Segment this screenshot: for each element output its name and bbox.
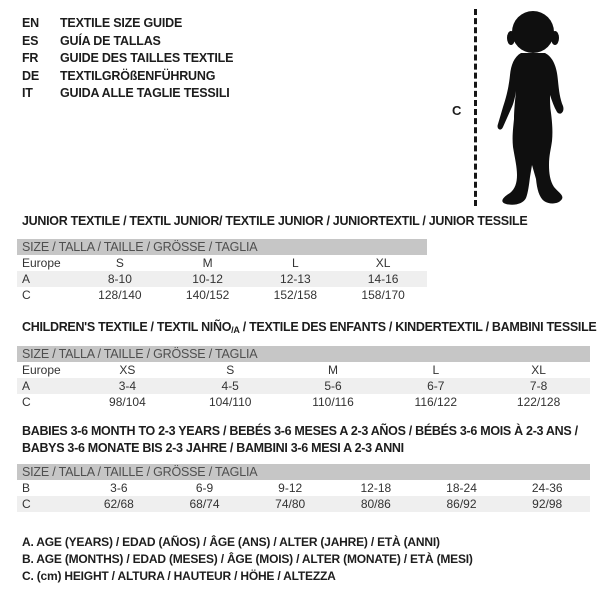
- footnote-age-months: B. AGE (MONTHS) / EDAD (MESES) / ÂGE (MOIS) / ALTER (MONATE) / ETÀ (MESI): [22, 552, 473, 566]
- size-cell: L: [292, 256, 299, 270]
- height-cell: 110/116: [312, 395, 354, 409]
- size-cell: XL: [375, 256, 391, 270]
- babies-table-title-line1: BABIES 3-6 MONTH TO 2-3 YEARS / BEBÉS 3-6 MESES A 2-3 AÑOS / BÉBÉS 3-6 MOIS À 2-3 ANS /: [22, 424, 578, 438]
- age-cell: 5-6: [324, 379, 342, 393]
- age-cell: 7-8: [529, 379, 548, 393]
- language-title: GUIDE DES TAILLES TEXTILE: [60, 51, 234, 65]
- footnote-legend: [22, 534, 473, 585]
- junior-table-title: JUNIOR TEXTILE / TEXTIL JUNIOR/ TEXTILE JUNIOR / JUNIORTEXTIL / JUNIOR TESSILE: [22, 214, 528, 228]
- babies-size-table: [17, 464, 590, 512]
- table-row-height: [17, 287, 427, 303]
- language-title: GUÍA DE TALLAS: [60, 33, 161, 48]
- age-cell: 12-13: [280, 272, 311, 286]
- children-table-title: [22, 320, 596, 338]
- height-cell: 140/152: [185, 288, 230, 302]
- age-cell: 8-10: [107, 272, 132, 286]
- row-label: Europe: [22, 363, 61, 377]
- language-title: TEXTILGRÖßENFÜHRUNG: [60, 68, 216, 83]
- months-cell: 18-24: [446, 481, 477, 495]
- language-row-en: [22, 15, 233, 33]
- height-cell: 104/110: [208, 395, 252, 409]
- row-label: C: [22, 395, 31, 409]
- height-cell: 80/86: [360, 497, 391, 511]
- children-size-table: [17, 346, 590, 410]
- language-code: ES: [22, 33, 39, 48]
- height-cell: 74/80: [275, 497, 306, 511]
- height-cell: 116/122: [414, 395, 458, 409]
- row-label: Europe: [22, 256, 61, 270]
- language-row-it: [22, 85, 233, 103]
- age-cell: 10-12: [192, 272, 223, 286]
- language-code: FR: [22, 51, 39, 65]
- table-row-europe: [17, 255, 427, 271]
- row-label: B: [22, 481, 31, 495]
- children-title-text: / TEXTILE DES ENFANTS / KINDERTEXTIL / BAMBINI TESSILE: [239, 320, 597, 334]
- height-measure-dashed-line: [474, 9, 477, 206]
- language-row-es: [22, 33, 233, 51]
- months-cell: 9-12: [278, 481, 303, 495]
- months-cell: 6-9: [195, 481, 214, 495]
- row-label: C: [22, 288, 31, 302]
- table-row-europe: [17, 362, 590, 378]
- table-row-age: [17, 271, 427, 287]
- height-cell: 92/98: [532, 497, 563, 511]
- age-cell: 6-7: [427, 379, 445, 393]
- height-cell: 62/68: [103, 497, 134, 511]
- children-title-text: CHILDREN'S TEXTILE / TEXTIL NIÑO: [22, 320, 232, 334]
- size-header-bar: SIZE / TALLA / TAILLE / GRÖSSE / TAGLIA: [17, 346, 590, 362]
- months-cell: 24-36: [531, 481, 563, 495]
- height-measure-label: C: [452, 103, 462, 118]
- size-cell: XS: [119, 363, 136, 377]
- height-cell: 122/128: [516, 395, 561, 409]
- language-code: IT: [22, 86, 33, 100]
- language-title: GUIDA ALLE TAGLIE TESSILI: [60, 86, 230, 100]
- size-cell: XL: [531, 363, 546, 377]
- size-cell: L: [432, 363, 440, 377]
- row-label: A: [22, 379, 31, 393]
- age-cell: 4-5: [221, 379, 239, 393]
- size-cell: S: [226, 363, 235, 377]
- months-cell: 3-6: [110, 481, 128, 495]
- table-row-months: [17, 480, 590, 496]
- language-row-fr: [22, 50, 233, 68]
- height-cell: 128/140: [98, 288, 142, 302]
- age-cell: 3-4: [118, 379, 137, 393]
- language-title: TEXTILE SIZE GUIDE: [60, 16, 183, 30]
- row-label: A: [22, 272, 31, 286]
- language-code: DE: [22, 68, 39, 83]
- footnote-height: C. (cm) HEIGHT / ALTURA / HAUTEUR / HÖHE / ALTEZZA: [22, 569, 336, 583]
- footnote-age-years: A. AGE (YEARS) / EDAD (AÑOS) / ÂGE (ANS) / ALTER (JAHRE) / ETÀ (ANNI): [22, 535, 440, 549]
- height-cell: 68/74: [189, 497, 220, 511]
- children-title-subscript: /A: [231, 325, 240, 335]
- table-row-height: [17, 496, 590, 512]
- language-row-de: [22, 68, 233, 86]
- size-cell: M: [327, 363, 338, 377]
- language-list: [22, 15, 233, 103]
- babies-table-title-line2: BABYS 3-6 MONATE BIS 2-3 JAHRE / BAMBINI 3-6 MESI A 2-3 ANNI: [22, 441, 404, 455]
- size-cell: S: [115, 256, 124, 270]
- language-code: EN: [22, 16, 39, 30]
- height-cell: 152/158: [273, 288, 318, 302]
- size-cell: M: [202, 256, 213, 270]
- row-label: C: [22, 497, 31, 511]
- size-header-bar: SIZE / TALLA / TAILLE / GRÖSSE / TAGLIA: [17, 464, 590, 480]
- months-cell: 12-18: [360, 481, 392, 495]
- junior-size-table: [17, 239, 427, 303]
- table-row-age: [17, 378, 590, 394]
- height-cell: 86/92: [446, 497, 477, 511]
- height-cell: 98/104: [109, 395, 146, 409]
- table-row-height: [17, 394, 590, 410]
- age-cell: 14-16: [367, 272, 399, 286]
- height-cell: 158/170: [361, 288, 405, 302]
- toddler-silhouette: [486, 7, 580, 207]
- size-header-bar: SIZE / TALLA / TAILLE / GRÖSSE / TAGLIA: [17, 239, 427, 255]
